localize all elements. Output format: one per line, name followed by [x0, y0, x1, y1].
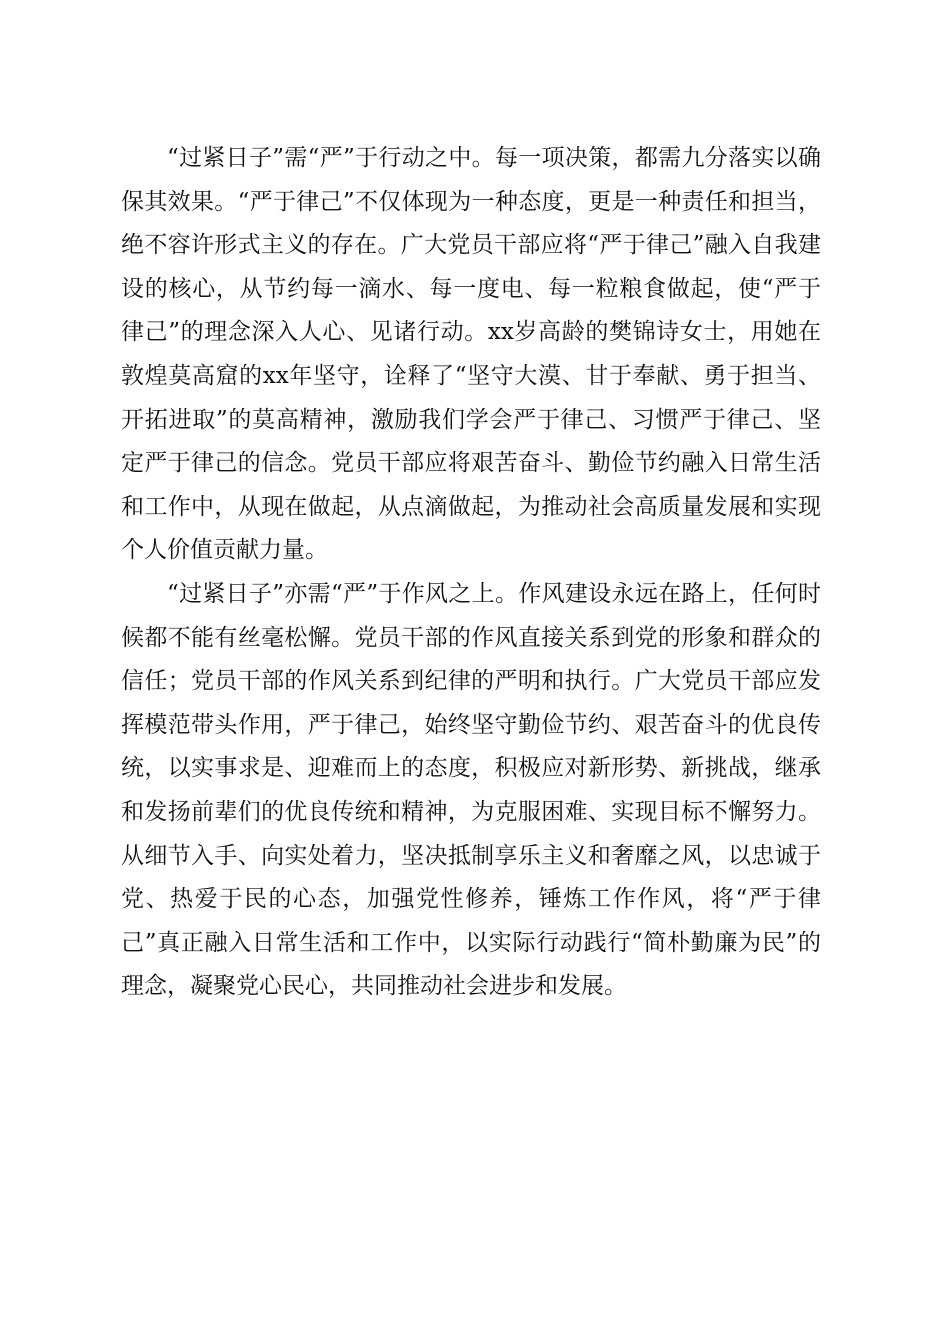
paragraph-2: “过紧日子”亦需“严”于作风之上。作风建设永远在路上，任何时候都不能有丝毫松懈。党员干部的作风直接关系到党的形象和群众的信任；党员干部的作风关系到纪律的严明和执行。广大党员干部应发挥模范带头作用，严于律己，始终坚守勤俭节约、艰苦奋斗的优良传统，以实事求是、迎难而上的态度，积极应对新形势、新挑战，继承和发扬前辈们的优良传统和精神，为克服困难、实现目标不懈努力。从细节入手、向实处着力，坚决抵制享乐主义和奢靡之风，以忠诚于党、热爱于民的心态，加强党性修养，锤炼工作作风，将“严于律己”真正融入日常生活和工作中，以实际行动践行“简朴勤廉为民”的理念，凝聚党心民心，共同推动社会进步和发展。 — [121, 580, 821, 1000]
body-text — [121, 137, 821, 1009]
paragraph-1: “过紧日子”需“严”于行动之中。每一项决策，都需九分落实以确保其效果。“严于律己”不仅体现为一种态度，更是一种责任和担当，绝不容许形式主义的存在。广大党员干部应将“严于律己”融入自我建设的核心，从节约每一滴水、每一度电、每一粒粮食做起，使“严于律己”的理念深入人心、见诸行动。xx岁高龄的樊锦诗女士，用她在敦煌莫高窟的xx年坚守，诠释了“坚守大漠、甘于奉献、勇于担当、开拓进取”的莫高精神，激励我们学会严于律己、习惯严于律己、坚定严于律己的信念。党员干部应将艰苦奋斗、勤俭节约融入日常生活和工作中，从现在做起，从点滴做起，为推动社会高质量发展和实现个人价值贡献力量。 — [121, 145, 821, 564]
